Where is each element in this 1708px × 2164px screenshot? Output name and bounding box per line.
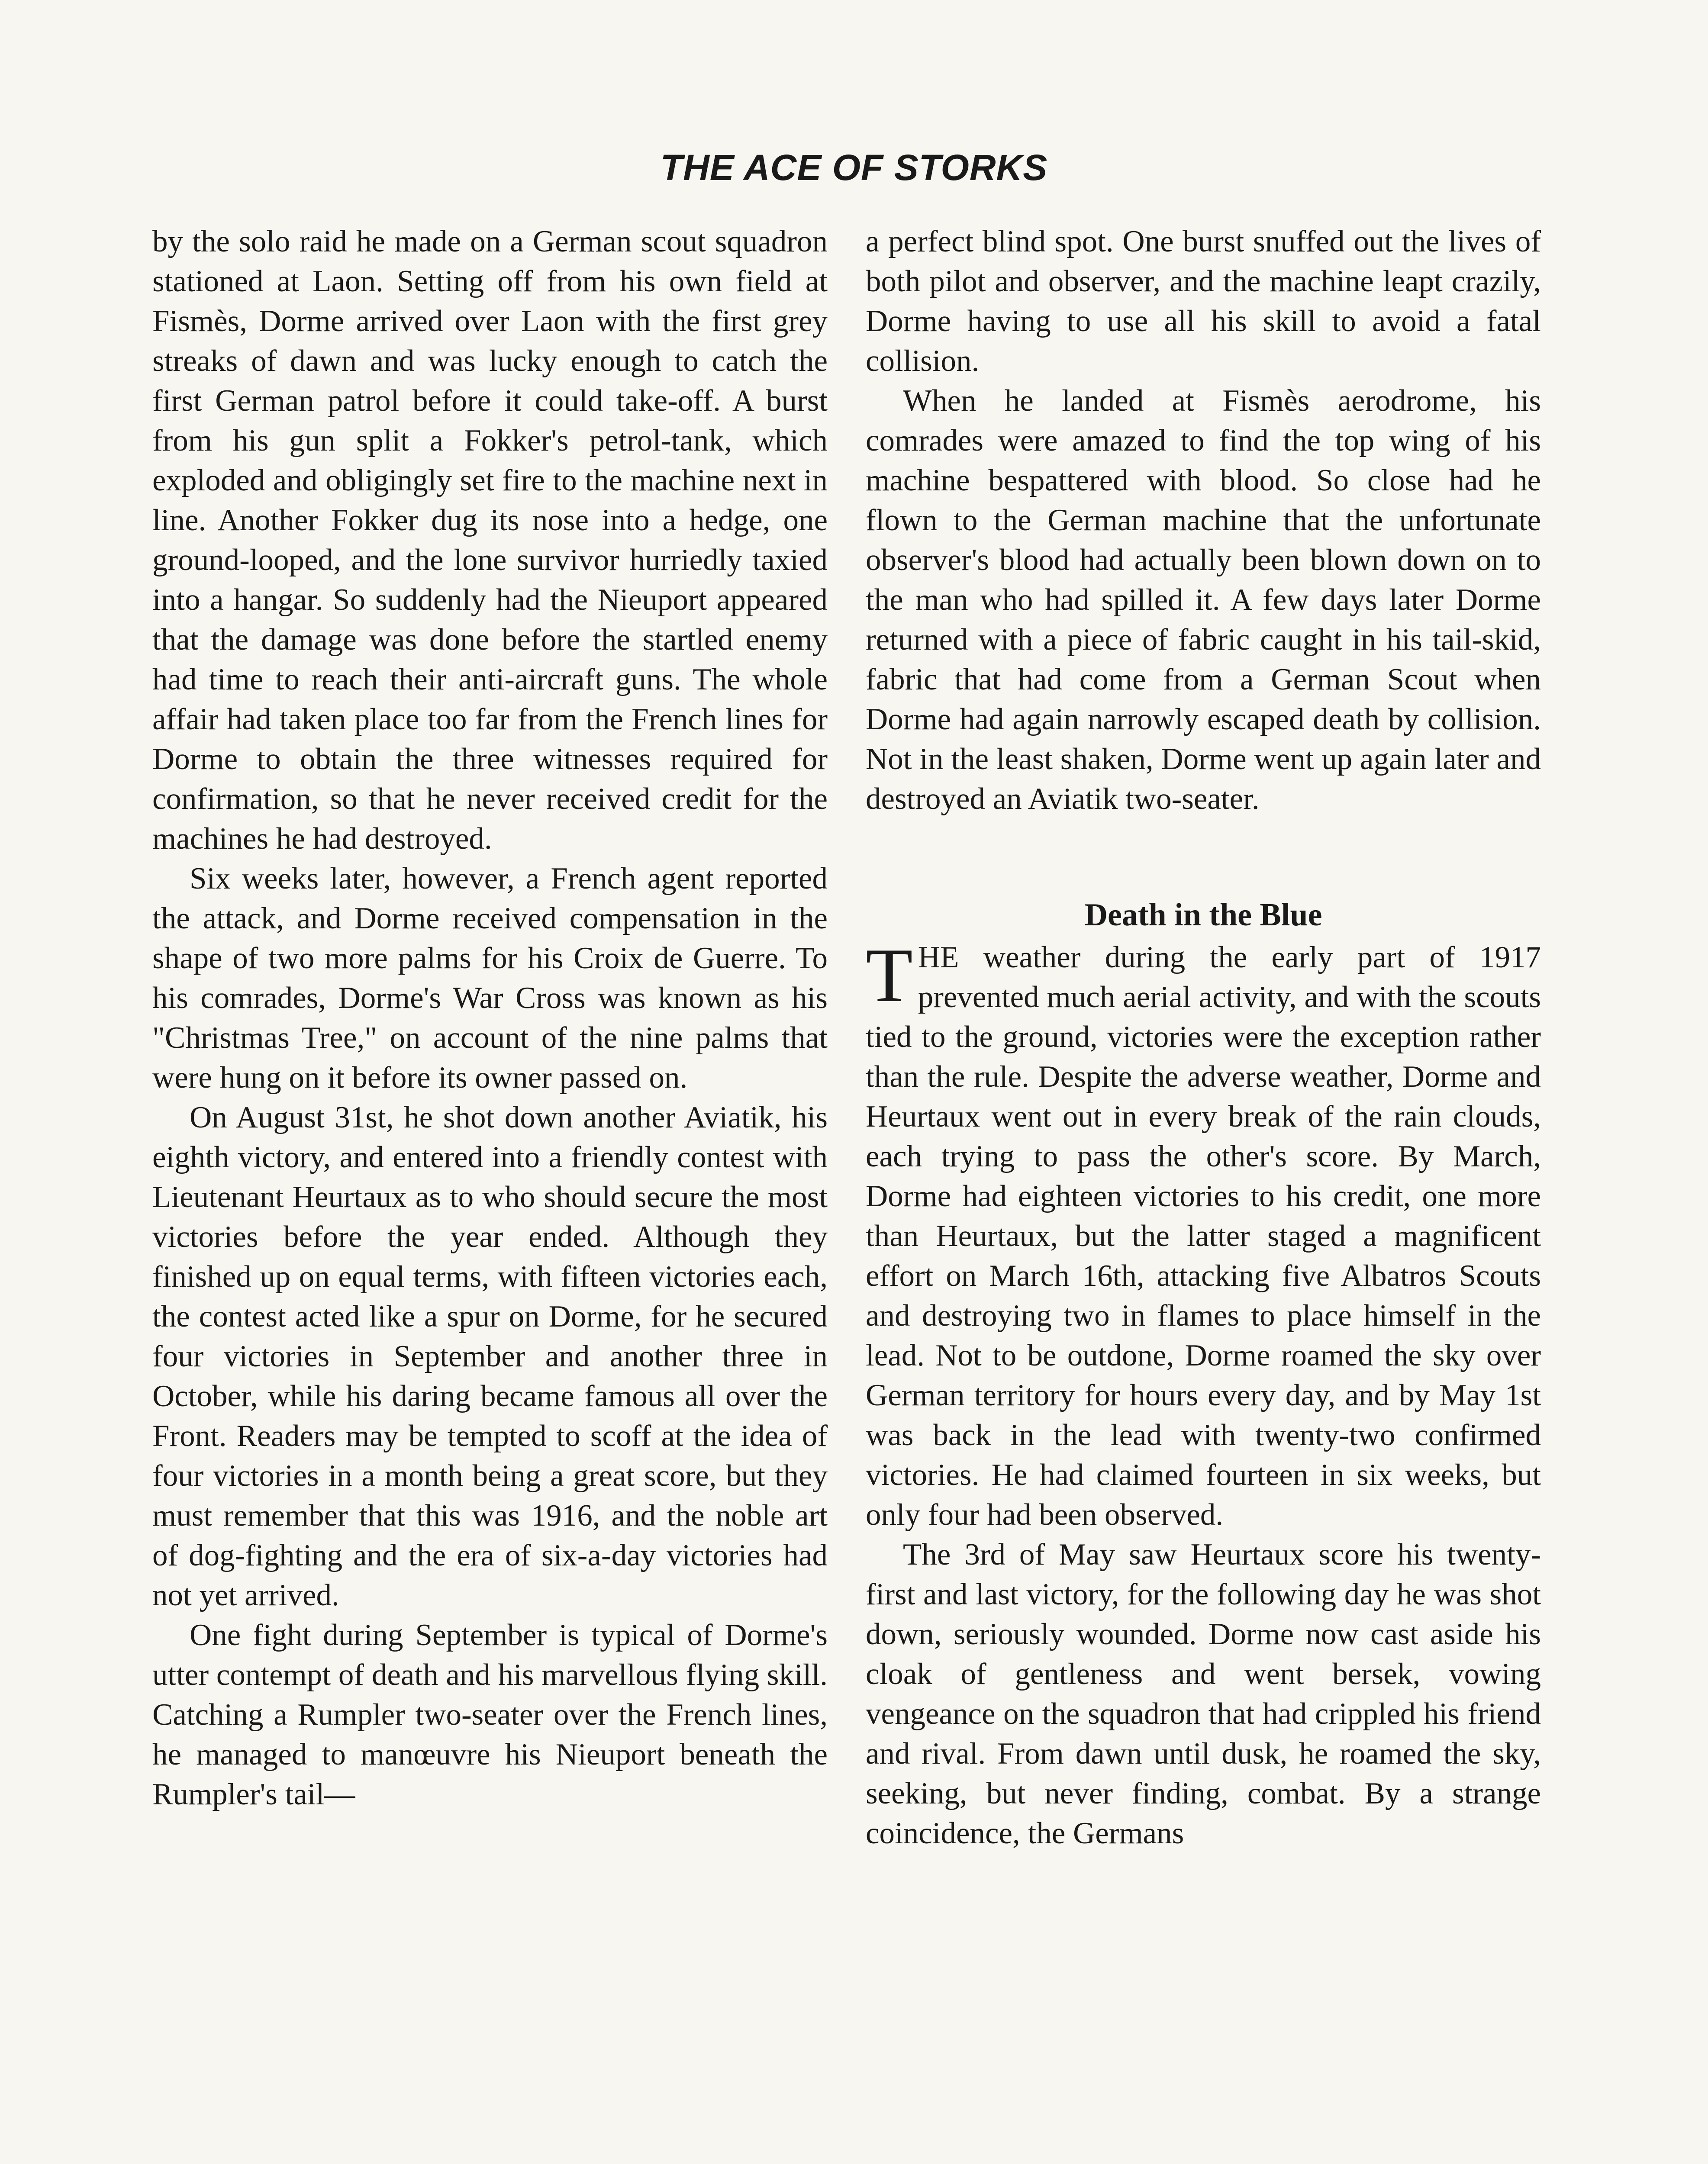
right-column <box>866 222 1541 1853</box>
left-column <box>152 222 828 1814</box>
paragraph: Six weeks later, however, a French agent reported the attack, and Dorme received compensation in the shape of two more palms for his Croix de Guerre. To his comrades, Dorme's War Cross was known as his "Christmas Tree," on account of the nine palms that were hung on it before its owner passed on. <box>152 862 828 1095</box>
paragraph: One fight during September is typical of Dorme's utter contempt of death and his marvellous flying skill. Catching a Rumpler two-seater over the French lines, he managed to manœuvre his Nieuport beneath the Rumpler's tail— <box>152 1618 828 1811</box>
paragraph: a perfect blind spot. One burst snuffed out the lives of both pilot and observer, and the machine leapt crazily, Dorme having to use all his skill to avoid a fatal collision. <box>866 225 1541 378</box>
drop-cap-letter: T <box>866 932 913 1018</box>
paragraph-text: HE weather during the early part of 1917 prevented much aerial activity, and with the scouts tied to the ground, victories were the exception rather than the rule. Despite the adverse weather, Dorme and Heurtaux went out in every break of the rain clouds, each trying to pass the other's score. By March, Dorme had eighteen victories to his credit, one more than Heurtaux, but the latter staged a magnificent effort on March 16th, attacking five Albatros Scouts and destroying two in flames to place himself in the lead. Not to be outdone, Dorme roamed the sky over German territory for hours every day, and by May 1st was back in the lead with twenty-two confirmed victories. He had claimed fourteen in six weeks, but only four had been observed. <box>866 940 1541 1532</box>
paragraph: by the solo raid he made on a German scout squadron stationed at Laon. Setting off from his own field at Fismès, Dorme arrived over Laon with the first grey streaks of dawn and was lucky enough to catch the first German patrol before it could take-off. A burst from his gun split a Fokker's petrol-tank, which exploded and obligingly set fire to the machine next in line. Another Fokker dug its nose into a hedge, one ground-looped, and the lone survivor hurriedly taxied into a hangar. So suddenly had the Nieuport appeared that the damage was done before the startled enemy had time to reach their anti-aircraft guns. The whole affair had taken place too far from the French lines for Dorme to obtain the three witnesses required for confirmation, so that he never received credit for the machines he had destroyed. <box>152 225 828 856</box>
section-heading: Death in the Blue <box>1084 897 1322 933</box>
running-head: THE ACE OF STORKS <box>660 147 1048 188</box>
paragraph: When he landed at Fismès aerodrome, his comrades were amazed to find the top wing of his machine bespattered with blood. So close had he flown to the German machine that the unfortunate observer's blood had actually been blown down on to the man who had spilled it. A few days later Dorme returned with a piece of fabric caught in his tail-skid, fabric that had come from a German Scout when Dorme had again narrowly escaped death by collision. Not in the least shaken, Dorme went up again later and destroyed an Aviatik two-seater. <box>866 384 1541 816</box>
paragraph: On August 31st, he shot down another Aviatik, his eighth victory, and entered into a friendly contest with Lieutenant Heurtaux as to who should secure the most victories before the year ended. Although they finished up on equal terms, with fifteen victories each, the contest acted like a spur on Dorme, for he secured four victories in September and another three in October, while his daring became famous all over the Front. Readers may be tempted to scoff at the idea of four victories in a month being a great score, but they must remember that this was 1916, and the noble art of dog-fighting and the era of six-a-day victories had not yet arrived. <box>152 1101 828 1612</box>
paragraph-with-dropcap <box>866 932 1541 1535</box>
paragraph: The 3rd of May saw Heurtaux score his twenty-first and last victory, for the following day he was shot down, seriously wounded. Dorme now cast aside his cloak of gentleness and went bersek, vowing vengeance on the squadron that had crippled his friend and rival. From dawn until dusk, he roamed the sky, seeking, but never finding, combat. By a strange coincidence, the Germans <box>866 1538 1541 1850</box>
section-spacer <box>866 819 1541 895</box>
